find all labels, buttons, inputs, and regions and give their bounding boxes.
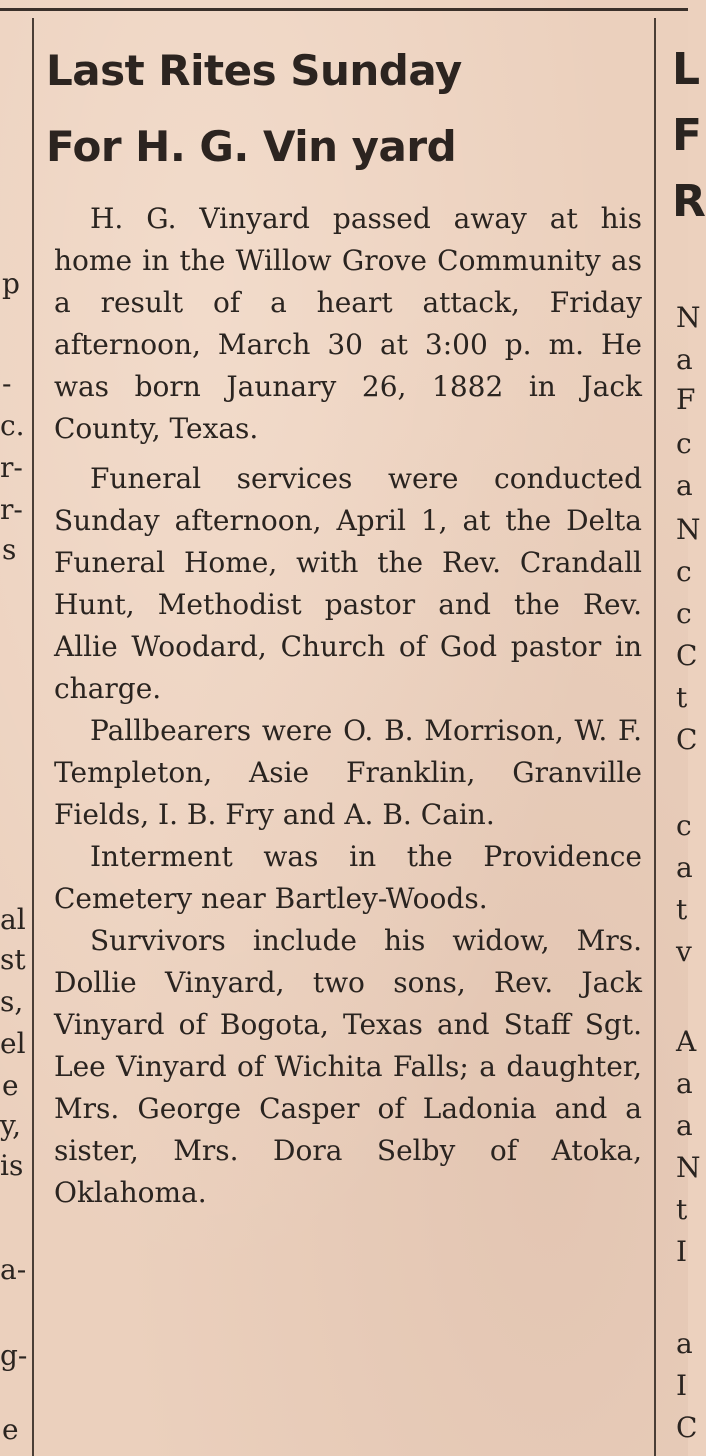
headline-line-2: For H. G. Vin yard [46,122,457,171]
left-column-fragment: g- [0,1339,28,1372]
left-column-fragment: s, [0,985,24,1018]
right-column-fragment: C [676,639,698,672]
right-column-fragment: N [676,1151,701,1184]
top-rule [0,8,688,11]
right-column-fragment: t [676,893,688,926]
right-column-fragment: a [676,343,693,376]
right-column-fragment: N [676,301,701,334]
right-column-fragment: F [676,383,696,416]
left-column-fragment: e [2,1069,19,1102]
left-column-fragment: is [0,1149,24,1182]
left-column-fragment: st [0,943,26,976]
headline-line-1: Last Rites Sunday [46,46,462,95]
right-column-fragment: N [676,513,701,546]
left-column-fragment: al [0,903,26,936]
right-column-fragment: t [676,1193,688,1226]
right-column-fragment: a [676,851,693,884]
right-column-fragment: C [676,1411,698,1444]
column-rule-left [32,18,34,1456]
left-column-fragment: e [2,1413,19,1446]
right-column-fragment: a [676,1327,693,1360]
paragraph-death-notice: H. G. Vinyard passed away at his home in the Willow Grove Community as a result of a heart attack, Friday afternoon, March 30 at 3:00 p. m. He was born Jaunary 26, 1882 in Jack County, Texas. [54,202,642,445]
left-column-fragment: r- [0,493,23,526]
left-column-fragment: el [0,1027,26,1060]
right-column-fragment: c [676,597,692,630]
right-column-fragment: I [676,1235,688,1268]
right-column-fragment: C [676,723,698,756]
right-column-fragment: v [676,935,692,968]
right-column-headline-fragment: L [672,44,701,95]
left-column-fragment: p [2,267,20,300]
right-column-fragment: c [676,427,692,460]
left-column-fragment: r- [0,451,23,484]
left-column-fragment: - [2,367,12,400]
right-column-fragment: c [676,555,692,588]
right-column-fragment: I [676,1369,688,1402]
right-column-fragment: A [676,1025,697,1058]
right-column-fragment: t [676,681,688,714]
left-column-fragment: a- [0,1253,27,1286]
left-column-fragment: y, [0,1109,21,1142]
right-column-fragment: a [676,469,693,502]
paragraph-pallbearers: Pallbearers were O. B. Morrison, W. F. Templeton, Asie Franklin, Granville Fields, I. B. Fry and A. B. Cain. [54,714,642,831]
column-rule-right [654,18,656,1456]
article-body [54,198,642,1214]
left-column-fragment: s [2,533,17,566]
right-column-fragment: a [676,1067,693,1100]
paragraph-interment: Interment was in the Providence Cemetery near Bartley-Woods. [54,840,642,915]
right-column-fragment: a [676,1109,693,1142]
right-column-headline-fragment: R [672,176,706,227]
paragraph-funeral-services: Funeral services were conducted Sunday afternoon, April 1, at the Delta Funeral Home, with the Rev. Crandall Hunt, Methodist pastor and the Rev. Allie Woodard, Church of God pastor in charge. [54,462,642,705]
paragraph-survivors: Survivors include his widow, Mrs. Dollie Vinyard, two sons, Rev. Jack Vinyard of Bogota, Texas and Staff Sgt. Lee Vinyard of Wichita Falls; a daughter, Mrs. George Casper of Ladonia and a sister, Mrs. Dora Selby of Atoka, Oklahoma. [54,924,642,1209]
left-column-fragment: c. [0,409,25,442]
right-column-headline-fragment: F [672,110,703,161]
right-column-fragment: c [676,809,692,842]
